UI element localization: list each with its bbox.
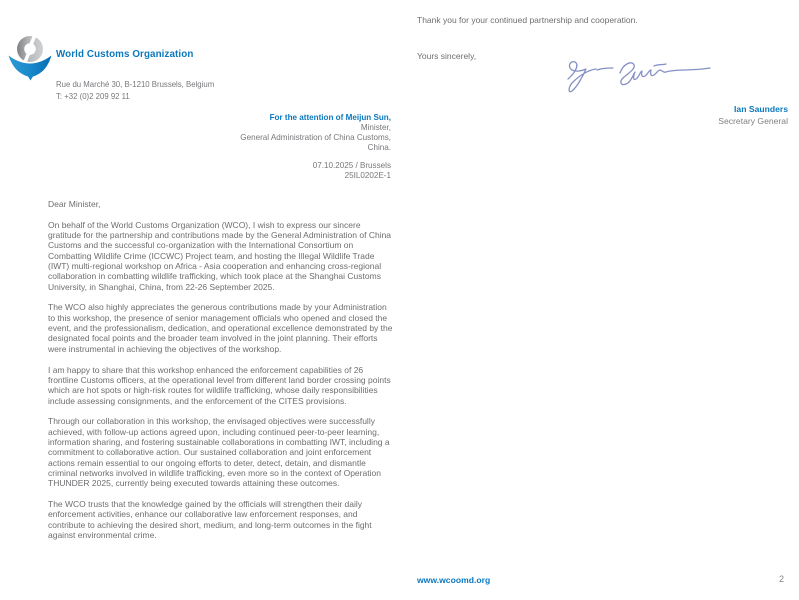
footer-website-link[interactable]: www.wcoomd.org [417,575,491,585]
org-address-line1: Rue du Marché 30, B-1210 Brussels, Belgium [56,80,215,89]
org-address [56,79,214,102]
signatory-block [500,104,788,127]
recipient-line-minister: Minister, [360,123,391,133]
recipient-block [110,113,391,153]
body-paragraph-4: Through our collaboration in this workshop, the envisaged objectives were successfully achieved, with follow-up actions agreed upon, including continued peer-to-peer learning, information sharing, and fostering sustainable collaborations in combatting IWT, including a commitment to collaborative action. Our sustained collaboration and joint enforcement actions remain essential to our ongoing efforts to deter, detect, detain, and dismantle criminal networks involved in wildlife trafficking, even more so in the context of Operation THUNDER 2025, currently being executed towards attaining these outcomes. [48,416,390,489]
body-paragraph-3: I am happy to share that this workshop enhanced the enforcement capabilities of 26 frontline Customs officers, at the operational level from different land border crossing points which are hot spots or high-risk routes for wildlife trafficking, whose daily responsibilities include assessing consignments, and the enforcement of the CITES provisions. [48,364,391,406]
org-name: World Customs Organization [56,49,194,60]
closing-line: Thank you for your continued partnership and cooperation. [417,15,638,25]
attention-line: For the attention of Meijun Sun, [269,113,391,122]
page-number: 2 [779,574,784,584]
body-paragraph-5: The WCO trusts that the knowledge gained by the officials will strengthen their daily enforcement activities, enhance our collaborative law enforcement responses, and contribute to achieving the desired short, medium, and long-term outcomes in the fight against environmental crime. [48,498,372,540]
recipient-line-administration: General Administration of China Customs, [240,133,391,143]
org-address-line2: T: +32 (0)2 209 92 11 [56,91,130,101]
body-paragraph-2: The WCO also highly appreciates the generous contributions made by your Administration to this workshop, the presence of senior management officials who opened and closed the event, and the professionalism, dedication, and operational excellence demonstrated by the designated focal points and the broader team involved in the joint planning. Their efforts were instrumental in achieving the objectives of the workshop. [48,302,393,354]
signatory-title: Secretary General [718,115,788,126]
letter-body [48,199,393,551]
date-place-line: 07.10.2025 / Brussels [312,161,391,170]
signoff-line: Yours sincerely, [417,51,477,61]
salutation: Dear Minister, [48,199,101,209]
wco-logo-icon [8,33,52,81]
signatory-name: Ian Saunders [734,104,788,114]
body-paragraph-1: On behalf of the World Customs Organization (WCO), I wish to express our sincere gratitude for the partnership and contributions made by the General Administration of China Customs and the successful co-organization with the International Consortium on Combatting Wildlife Crime (ICCWC) Project team, and hosting the Illegal Wildlife Trade (IWT) multi-regional workshop on Africa - Asia cooperation and enhancing cross-regional collaboration in combatting wildlife trafficking, which took place at the Shanghai Customs University, in Shanghai, China, from 22-26 September 2025. [48,219,392,292]
date-block [110,161,391,181]
handwritten-signature-icon [558,57,716,99]
reference-number: 25IL0202E-1 [344,171,391,181]
recipient-line-country: China. [367,143,391,153]
